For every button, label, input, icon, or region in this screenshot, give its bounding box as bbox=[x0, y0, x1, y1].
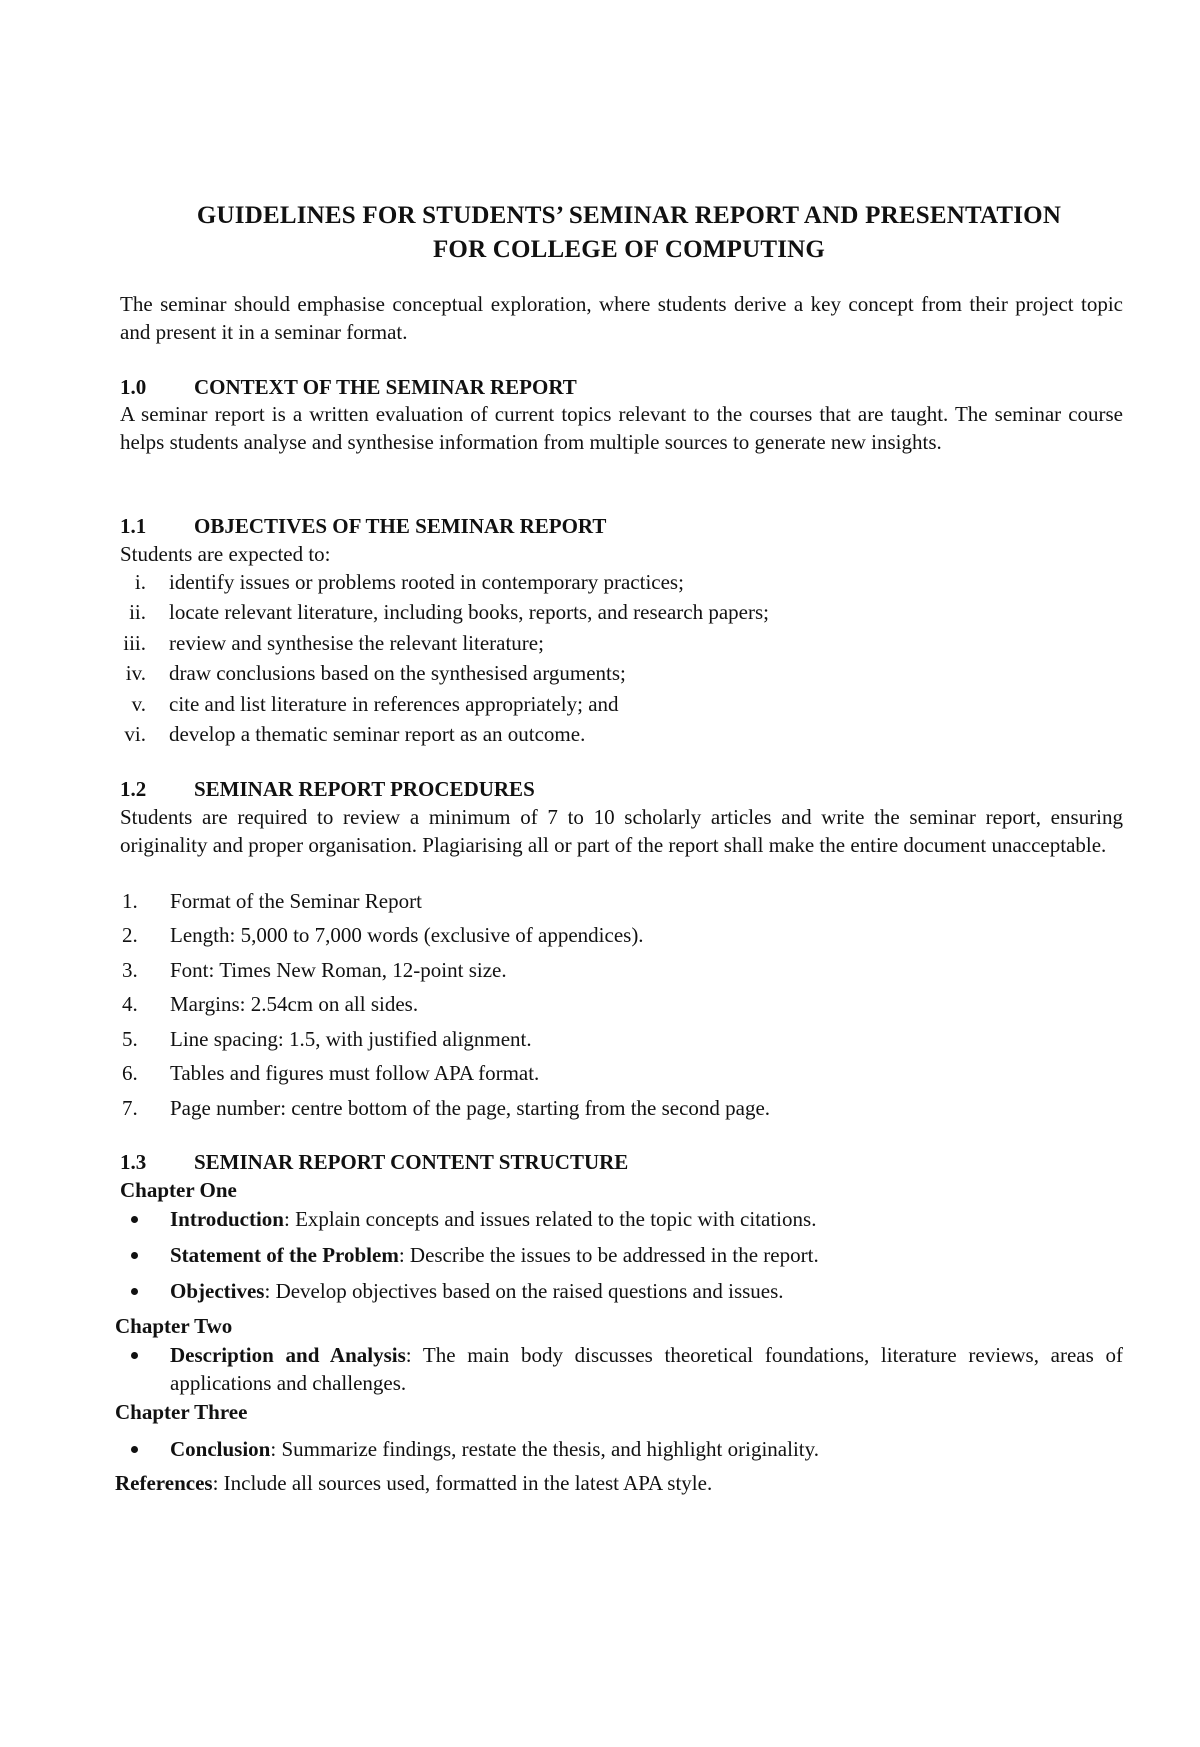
section-heading-1-0 bbox=[120, 373, 577, 401]
list-text: locate relevant literature, including books, reports, and research papers; bbox=[169, 600, 770, 624]
section-number: 1.0 bbox=[120, 375, 147, 399]
context-paragraph: A seminar report is a written evaluation of current topics relevant to the courses that are taught. The seminar course helps students analyse and synthesise information from multiple sources to generate new insights. bbox=[120, 402, 1123, 454]
list-marker: 4. bbox=[122, 992, 138, 1016]
list-marker: v. bbox=[131, 692, 146, 716]
bullet-content bbox=[170, 1341, 1123, 1397]
procedure-item bbox=[122, 1025, 532, 1053]
bullet-text: : Develop objectives based on the raised questions and issues. bbox=[264, 1279, 784, 1303]
bullet-label: Introduction bbox=[170, 1207, 284, 1231]
bullet-icon bbox=[131, 1216, 138, 1223]
list-marker: 7. bbox=[122, 1096, 138, 1120]
section-number: 1.2 bbox=[120, 777, 147, 801]
bullet-content bbox=[170, 1277, 1123, 1305]
procedure-item bbox=[122, 956, 507, 984]
procedures-paragraph: Students are required to review a minimum of 7 to 10 scholarly articles and write the seminar report, ensuring originality and proper organisation. Plagiarising all or part of the report shall make the entire document unacceptable. bbox=[120, 805, 1123, 857]
list-text: Font: Times New Roman, 12-point size. bbox=[170, 958, 507, 982]
section-title: OBJECTIVES OF THE SEMINAR REPORT bbox=[194, 514, 607, 538]
bullet-text: : Summarize findings, restate the thesis, and highlight originality. bbox=[270, 1437, 819, 1461]
bullet-content bbox=[170, 1241, 1123, 1269]
bullet-label: Description and Analysis bbox=[170, 1343, 406, 1367]
section-number: 1.3 bbox=[120, 1150, 147, 1174]
bullet-label: Objectives bbox=[170, 1279, 265, 1303]
procedure-item bbox=[122, 887, 422, 915]
list-text: Page number: centre bottom of the page, starting from the second page. bbox=[170, 1096, 771, 1120]
list-text: Margins: 2.54cm on all sides. bbox=[170, 992, 419, 1016]
section-heading-1-1 bbox=[120, 512, 606, 540]
references-line bbox=[115, 1469, 712, 1497]
list-marker: iii. bbox=[123, 631, 146, 655]
list-marker: 6. bbox=[122, 1061, 138, 1085]
section-number: 1.1 bbox=[120, 514, 147, 538]
chapter-three-heading: Chapter Three bbox=[115, 1400, 248, 1424]
objectives-lead: Students are expected to: bbox=[120, 542, 331, 566]
bullet-icon bbox=[131, 1252, 138, 1259]
objective-item bbox=[110, 659, 626, 687]
procedure-item bbox=[122, 1094, 770, 1122]
bullet-label: Statement of the Problem bbox=[170, 1243, 399, 1267]
bullet-text: : Describe the issues to be addressed in the report. bbox=[398, 1243, 819, 1267]
references-label: References bbox=[115, 1471, 213, 1495]
procedure-item bbox=[122, 921, 644, 949]
intro-paragraph: The seminar should emphasise conceptual exploration, where students derive a key concept from their project topic and present it in a seminar format. bbox=[120, 292, 1123, 344]
bullet-text: : Explain concepts and issues related to the topic with citations. bbox=[283, 1207, 817, 1231]
list-marker: 3. bbox=[122, 958, 138, 982]
list-marker: vi. bbox=[124, 722, 146, 746]
objective-item bbox=[110, 720, 585, 748]
bullet-content bbox=[170, 1205, 1123, 1233]
list-marker: 2. bbox=[122, 923, 138, 947]
list-marker: i. bbox=[134, 570, 146, 594]
section-title: CONTEXT OF THE SEMINAR REPORT bbox=[194, 375, 577, 399]
list-text: cite and list literature in references appropriately; and bbox=[169, 692, 619, 716]
list-marker: iv. bbox=[125, 661, 146, 685]
list-text: develop a thematic seminar report as an outcome. bbox=[169, 722, 586, 746]
list-text: Format of the Seminar Report bbox=[170, 889, 422, 913]
bullet-label: Conclusion bbox=[170, 1437, 271, 1461]
list-marker: 5. bbox=[122, 1027, 138, 1051]
section-title: SEMINAR REPORT PROCEDURES bbox=[194, 777, 535, 801]
objective-item bbox=[110, 690, 619, 718]
procedure-item bbox=[122, 990, 418, 1018]
list-text: Line spacing: 1.5, with justified alignment. bbox=[170, 1027, 532, 1051]
list-text: draw conclusions based on the synthesised arguments; bbox=[169, 661, 626, 685]
bullet-icon bbox=[131, 1352, 138, 1359]
references-text: : Include all sources used, formatted in the latest APA style. bbox=[212, 1471, 713, 1495]
list-marker: ii. bbox=[129, 600, 146, 624]
list-marker: 1. bbox=[122, 889, 138, 913]
document-title-line-2: FOR COLLEGE OF COMPUTING bbox=[432, 236, 826, 263]
section-title: SEMINAR REPORT CONTENT STRUCTURE bbox=[194, 1150, 629, 1174]
objective-item bbox=[110, 598, 769, 626]
bullet-icon bbox=[131, 1446, 138, 1453]
section-heading-1-3 bbox=[120, 1148, 628, 1176]
chapter-two-heading: Chapter Two bbox=[115, 1314, 233, 1338]
bullet-icon bbox=[131, 1288, 138, 1295]
list-text: Tables and figures must follow APA format. bbox=[170, 1061, 540, 1085]
bullet-text: : The main body discusses theoretical foundations, literature reviews, areas of applications and challenges. bbox=[170, 1343, 1123, 1395]
objective-item bbox=[110, 629, 544, 657]
list-text: Length: 5,000 to 7,000 words (exclusive of appendices). bbox=[170, 923, 644, 947]
objective-item bbox=[110, 568, 684, 596]
procedure-item bbox=[122, 1059, 539, 1087]
bullet-content bbox=[170, 1435, 1123, 1463]
list-text: review and synthesise the relevant literature; bbox=[169, 631, 544, 655]
chapter-one-heading: Chapter One bbox=[120, 1178, 237, 1202]
list-text: identify issues or problems rooted in contemporary practices; bbox=[169, 570, 684, 594]
section-heading-1-2 bbox=[120, 775, 535, 803]
document-title-line-1: GUIDELINES FOR STUDENTS’ SEMINAR REPORT AND PRESENTATION bbox=[196, 202, 1062, 229]
